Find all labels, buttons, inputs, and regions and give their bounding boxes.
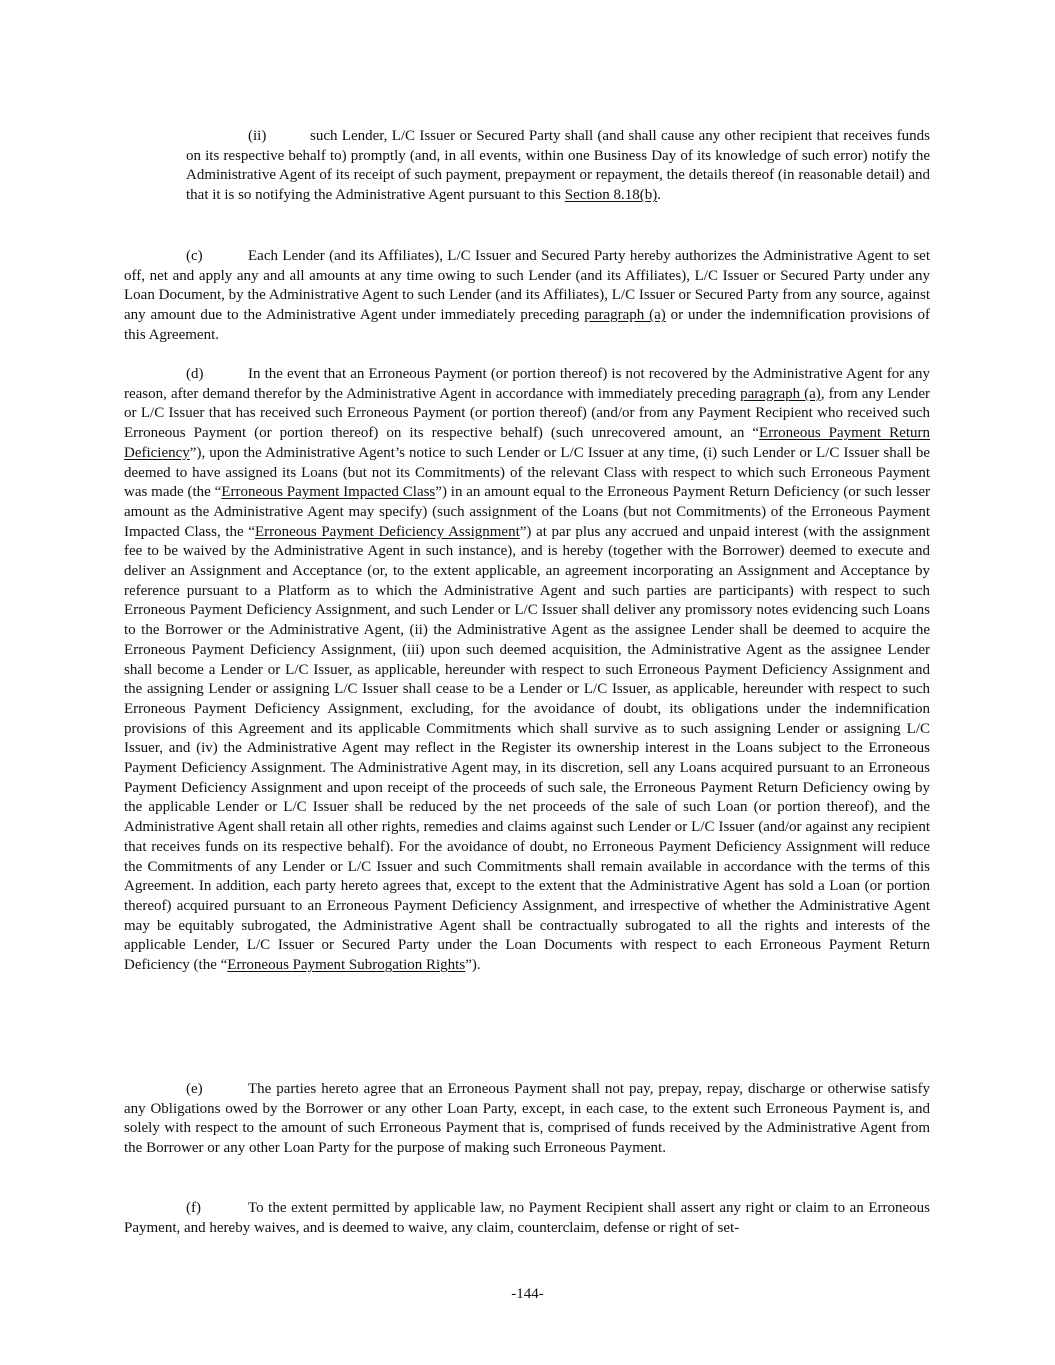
paragraph-ii [186, 127, 930, 206]
paragraph-text: ”). [465, 957, 481, 974]
cross-reference-link[interactable]: paragraph (a) [584, 307, 666, 324]
paragraph-text: or under the indemnification provisions of this Agreement. [124, 307, 930, 343]
paragraph-text: , from any Lender or L/C Issuer that has received such Erroneous Payment (or portion thereof) (and/or from any Payment Recipient who received such Erroneous Payment (or portion thereof) on its respective behalf) (such unrecovered amount, an “ [124, 385, 930, 442]
paragraph-text: such Lender, L/C Issuer or Secured Party shall (and shall cause any other recipient that receives funds on its respective behalf to) promptly (and, in all events, within one Business Day of its knowledge of such error) notify the Administrative Agent of its receipt of such payment, prepayment or repayment, the details thereof (in reasonable detail) and that it is so notifying the Administrative Agent pursuant to this [186, 128, 930, 204]
page-number: -144- [511, 1286, 544, 1302]
paragraph-text: ”), upon the Administrative Agent’s notice to such Lender or L/C Issuer at any time, (i) such Lender or L/C Issuer shall be deemed to have assigned its Loans (but not its Commitments) of the relevant Class with respect to which such Erroneous Payment was made (the “ [124, 444, 930, 501]
cross-reference-link[interactable]: Section 8.18(b) [564, 187, 658, 204]
paragraph-text: . [657, 187, 661, 204]
defined-term: Erroneous Payment Impacted Class [221, 484, 436, 501]
defined-term: Erroneous Payment Subrogation Rights [227, 957, 466, 974]
paragraph-number: (e) [186, 1081, 203, 1097]
cross-reference-link[interactable]: paragraph (a) [740, 385, 821, 402]
paragraph-text: To the extent permitted by applicable law, no Payment Recipient shall assert any right or claim to an Erroneous Payment, and hereby waives, and is deemed to waive, any claim, counterclaim, defense or right of set- [124, 1200, 930, 1236]
paragraph-f [124, 1199, 930, 1238]
defined-term: Erroneous Payment Return Deficiency [124, 425, 930, 461]
paragraph-number: (d) [186, 366, 204, 382]
paragraph-text: ”) in an amount equal to the Erroneous Payment Return Deficiency (or such lesser amount as the Administrative Agent may specify) (such assignment of the Loans (but not Commitments) of the Erroneous Payment Impacted Class, the “ [124, 484, 931, 540]
paragraph-number: (ii) [248, 128, 267, 144]
paragraph-text: ”) at par plus any accrued and unpaid interest (with the assignment fee to be waived by the Administrative Agent in such instance), and is hereby (together with the Borrower) deemed to execute and deliver an Assignment and Acceptance (or, to the extent applicable, an agreement incorporating an Assignment and Acceptance by reference pursuant to a Platform as to which the Administrative Agent and such parties are participants) with respect to such Erroneous Payment Deficiency Assignment, and such Lender or L/C Issuer shall deliver any promissory notes evidencing such Loans to the Borrower or the Administrative Agent, (ii) the Administrative Agent as the assignee Lender shall be deemed to acquire the Erroneous Payment Deficiency Assignment, (iii) upon such deemed acquisition, the Administrative Agent as the assignee Lender shall become a Lender or L/C Issuer, as applicable, hereunder with respect to such Erroneous Payment Deficiency Assignment and the assigning Lender or assigning L/C Issuer shall cease to be a Lender or L/C Issuer, as applicable, hereunder with respect to such Erroneous Payment Deficiency Assignment, excluding, for the avoidance of doubt, its obligations under the indemnification provisions of this Agreement and its applicable Commitments which shall survive as to such assigning Lender or assigning L/C Issuer, and (iv) the Administrative Agent may reflect in the Register its ownership interest in the Loans subject to the Erroneous Payment Deficiency Assignment. The Administrative Agent may, in its discretion, sell any Loans acquired pursuant to an Erroneous Payment Deficiency Assignment and upon receipt of the proceeds of such sale, the Erroneous Payment Return Deficiency owing by the applicable Lender or L/C Issuer shall be reduced by the net proceeds of the sale of such Loan (or portion thereof), and the Administrative Agent shall retain all other rights, remedies and claims against such Lender or L/C Issuer (and/or against any recipient that receives funds on its respective behalf). For the avoidance of doubt, no Erroneous Payment Deficiency Assignment will reduce the Commitments of any Lender or L/C Issuer and such Commitments shall remain available in accordance with the terms of this Agreement. In addition, each party hereto agrees that, except to the extent that the Administrative Agent has sold a Loan (or portion thereof) acquired pursuant to an Erroneous Payment Deficiency Assignment, and irrespective of whether the Administrative Agent may be equitably subrogated, the Administrative Agent shall be contractually subrogated to all the rights and interests of the applicable Lender, L/C Issuer or Secured Party under the Loan Documents with respect to each Erroneous Payment Return Deficiency (the “ [124, 523, 930, 974]
paragraph-c [124, 247, 930, 346]
paragraph-d [124, 365, 930, 976]
paragraph-text: Each Lender (and its Affiliates), L/C Issuer and Secured Party hereby authorizes the Administrative Agent to set off, net and apply any and all amounts at any time owing to such Lender (and its Affiliates), L/C Issuer or Secured Party under any Loan Document, by the Administrative Agent to such Lender (and its Affiliates), L/C Issuer or Secured Party from any source, against any amount due to the Administrative Agent under immediately preceding [124, 248, 930, 324]
paragraph-e [124, 1080, 930, 1159]
paragraph-number: (f) [186, 1200, 201, 1216]
paragraph-text: The parties hereto agree that an Erroneous Payment shall not pay, prepay, repay, discharge or otherwise satisfy any Obligations owed by the Borrower or any other Loan Party, except, in each case, to the extent such Erroneous Payment is, and solely with respect to the amount of such Erroneous Payment that is, comprised of funds received by the Administrative Agent from the Borrower or any other Loan Party for the purpose of making such Erroneous Payment. [124, 1081, 930, 1157]
paragraph-number: (c) [186, 248, 203, 264]
defined-term: Erroneous Payment Deficiency Assignment [255, 523, 520, 540]
paragraph-text: In the event that an Erroneous Payment (or portion thereof) is not recovered by the Administrative Agent for any reason, after demand therefor by the Administrative Agent in accordance with immediately preceding [124, 366, 930, 402]
